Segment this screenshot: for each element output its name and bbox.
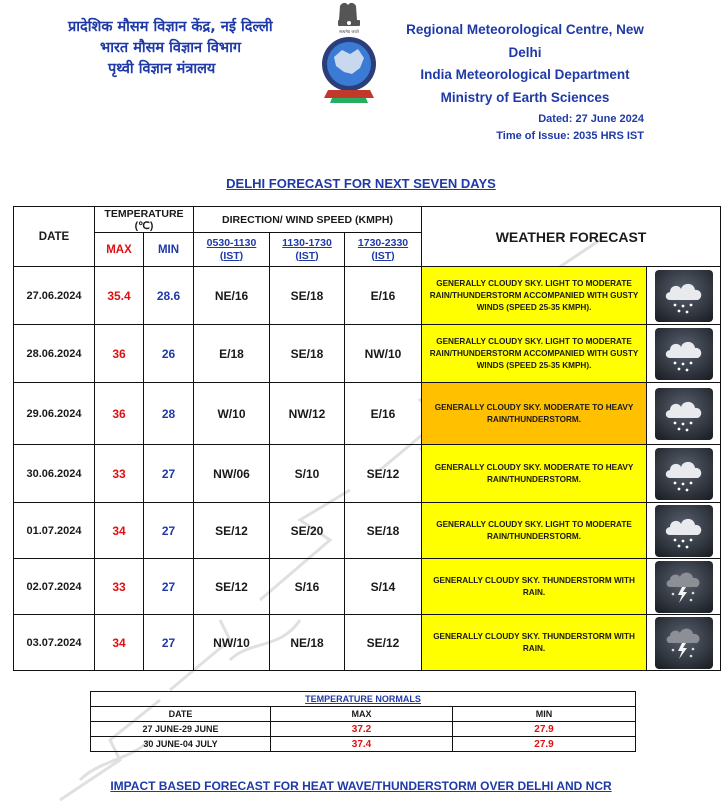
row-weather-icon-cell — [647, 559, 721, 615]
row-weather-icon-cell — [647, 503, 721, 559]
hindi-line-2: भारत मौसम विज्ञान विभाग — [100, 40, 242, 56]
temperature-normals-table — [90, 691, 636, 752]
english-header — [390, 19, 660, 109]
hindi-line-1: प्रादेशिक मौसम विज्ञान केंद्र, नई दिल्ली — [68, 19, 273, 35]
forecast-title: DELHI FORECAST FOR NEXT SEVEN DAYS — [226, 176, 496, 191]
row-wind-1: SE/12 — [194, 503, 270, 559]
row-wind-1: NW/06 — [194, 445, 270, 503]
forecast-row — [14, 615, 721, 671]
row-forecast-text: GENERALLY CLOUDY SKY. THUNDERSTORM WITH RAIN. — [422, 559, 647, 615]
row-date: 01.07.2024 — [14, 503, 95, 559]
time-of-issue-text: Time of Issue: 2035 HRS IST — [496, 130, 644, 142]
header-slot-3: 1730-2330 (IST) — [345, 233, 422, 267]
row-forecast-text: GENERALLY CLOUDY SKY. LIGHT TO MODERATE RAIN/THUNDERSTORM ACCOMPANIED WITH GUSTY WINDS (SPEED 25-35 KMPH). — [422, 325, 647, 383]
english-line-3: Ministry of Earth Sciences — [440, 89, 610, 105]
row-wind-1: SE/12 — [194, 559, 270, 615]
row-wind-1: W/10 — [194, 383, 270, 445]
normals-header-date: DATE — [91, 707, 271, 722]
row-max-temp: 34 — [95, 503, 144, 559]
forecast-row — [14, 559, 721, 615]
forecast-table — [13, 206, 721, 671]
row-max-temp: 36 — [95, 325, 144, 383]
row-max-temp: 35.4 — [95, 267, 144, 325]
row-wind-2: SE/18 — [270, 325, 345, 383]
row-forecast-text: GENERALLY CLOUDY SKY. MODERATE TO HEAVY RAIN/THUNDERSTORM. — [422, 445, 647, 503]
forecast-row — [14, 325, 721, 383]
row-wind-3: SE/12 — [345, 445, 422, 503]
row-wind-2: SE/18 — [270, 267, 345, 325]
row-wind-1: E/18 — [194, 325, 270, 383]
impact-forecast-link[interactable]: IMPACT BASED FORECAST FOR HEAT WAVE/THUNDERSTORM OVER DELHI AND NCR — [110, 779, 612, 793]
cloud-rain-icon — [655, 270, 713, 322]
normals-header-min: MIN — [453, 707, 636, 722]
normals-row-min: 27.9 — [453, 737, 636, 752]
header-max: MAX — [95, 233, 144, 267]
dated-text: Dated: 27 June 2024 — [538, 113, 644, 125]
row-min-temp: 27 — [144, 503, 194, 559]
row-wind-3: E/16 — [345, 383, 422, 445]
forecast-row — [14, 267, 721, 325]
cloud-rain-icon — [655, 505, 713, 557]
row-wind-3: NW/10 — [345, 325, 422, 383]
row-min-temp: 27 — [144, 559, 194, 615]
header-weather-forecast: WEATHER FORECAST — [422, 207, 721, 267]
normals-row-max: 37.2 — [271, 722, 453, 737]
issue-info — [496, 111, 644, 145]
english-line-2: India Meteorological Department — [420, 67, 630, 82]
row-wind-3: S/14 — [345, 559, 422, 615]
row-weather-icon-cell — [647, 383, 721, 445]
forecast-rows — [14, 267, 721, 671]
forecast-row — [14, 445, 721, 503]
forecast-row — [14, 503, 721, 559]
row-wind-3: SE/18 — [345, 503, 422, 559]
normals-title: TEMPERATURE NORMALS — [91, 692, 636, 707]
row-min-temp: 27 — [144, 445, 194, 503]
header-min: MIN — [144, 233, 194, 267]
row-date: 28.06.2024 — [14, 325, 95, 383]
header-slot-1: 0530-1130 (IST) — [194, 233, 270, 267]
thunderstorm-icon — [655, 617, 713, 669]
header-temperature: TEMPERATURE (℃) — [95, 207, 194, 233]
row-weather-icon-cell — [647, 615, 721, 671]
row-date: 03.07.2024 — [14, 615, 95, 671]
cloud-rain-icon — [655, 328, 713, 380]
imd-emblem-icon — [316, 2, 382, 106]
row-date: 02.07.2024 — [14, 559, 95, 615]
header-slot-2: 1130-1730 (IST) — [270, 233, 345, 267]
header-wind: DIRECTION/ WIND SPEED (KMPH) — [194, 207, 422, 233]
row-date: 29.06.2024 — [14, 383, 95, 445]
row-wind-2: S/10 — [270, 445, 345, 503]
cloud-rain-icon — [655, 388, 713, 440]
row-weather-icon-cell — [647, 267, 721, 325]
cloud-rain-icon — [655, 448, 713, 500]
row-wind-2: NE/18 — [270, 615, 345, 671]
hindi-header — [68, 17, 298, 80]
row-wind-2: S/16 — [270, 559, 345, 615]
row-wind-2: SE/20 — [270, 503, 345, 559]
row-max-temp: 33 — [95, 559, 144, 615]
row-min-temp: 28.6 — [144, 267, 194, 325]
row-wind-1: NE/16 — [194, 267, 270, 325]
normals-row-max: 37.4 — [271, 737, 453, 752]
normals-row-min: 27.9 — [453, 722, 636, 737]
row-forecast-text: GENERALLY CLOUDY SKY. MODERATE TO HEAVY RAIN/THUNDERSTORM. — [422, 383, 647, 445]
row-forecast-text: GENERALLY CLOUDY SKY. LIGHT TO MODERATE RAIN/THUNDERSTORM ACCOMPANIED WITH GUSTY WINDS (SPEED 25-35 KMPH). — [422, 267, 647, 325]
normals-row-date: 30 JUNE-04 JULY — [91, 737, 271, 752]
forecast-row — [14, 383, 721, 445]
row-weather-icon-cell — [647, 445, 721, 503]
row-max-temp: 33 — [95, 445, 144, 503]
row-max-temp: 34 — [95, 615, 144, 671]
row-min-temp: 27 — [144, 615, 194, 671]
row-forecast-text: GENERALLY CLOUDY SKY. THUNDERSTORM WITH RAIN. — [422, 615, 647, 671]
normals-header-max: MAX — [271, 707, 453, 722]
row-min-temp: 26 — [144, 325, 194, 383]
english-line-1: Regional Meteorological Centre, New Delhi — [406, 22, 644, 60]
row-date: 30.06.2024 — [14, 445, 95, 503]
row-max-temp: 36 — [95, 383, 144, 445]
thunderstorm-icon — [655, 561, 713, 613]
row-wind-3: SE/12 — [345, 615, 422, 671]
row-wind-2: NW/12 — [270, 383, 345, 445]
svg-text:सत्यमेव जयते: सत्यमेव जयते — [339, 29, 359, 34]
header-date: DATE — [14, 207, 95, 267]
row-forecast-text: GENERALLY CLOUDY SKY. LIGHT TO MODERATE RAIN/THUNDERSTORM. — [422, 503, 647, 559]
row-wind-3: E/16 — [345, 267, 422, 325]
row-weather-icon-cell — [647, 325, 721, 383]
normals-row-date: 27 JUNE-29 JUNE — [91, 722, 271, 737]
hindi-line-3: पृथ्वी विज्ञान मंत्रालय — [108, 61, 216, 77]
row-wind-1: NW/10 — [194, 615, 270, 671]
row-min-temp: 28 — [144, 383, 194, 445]
row-date: 27.06.2024 — [14, 267, 95, 325]
